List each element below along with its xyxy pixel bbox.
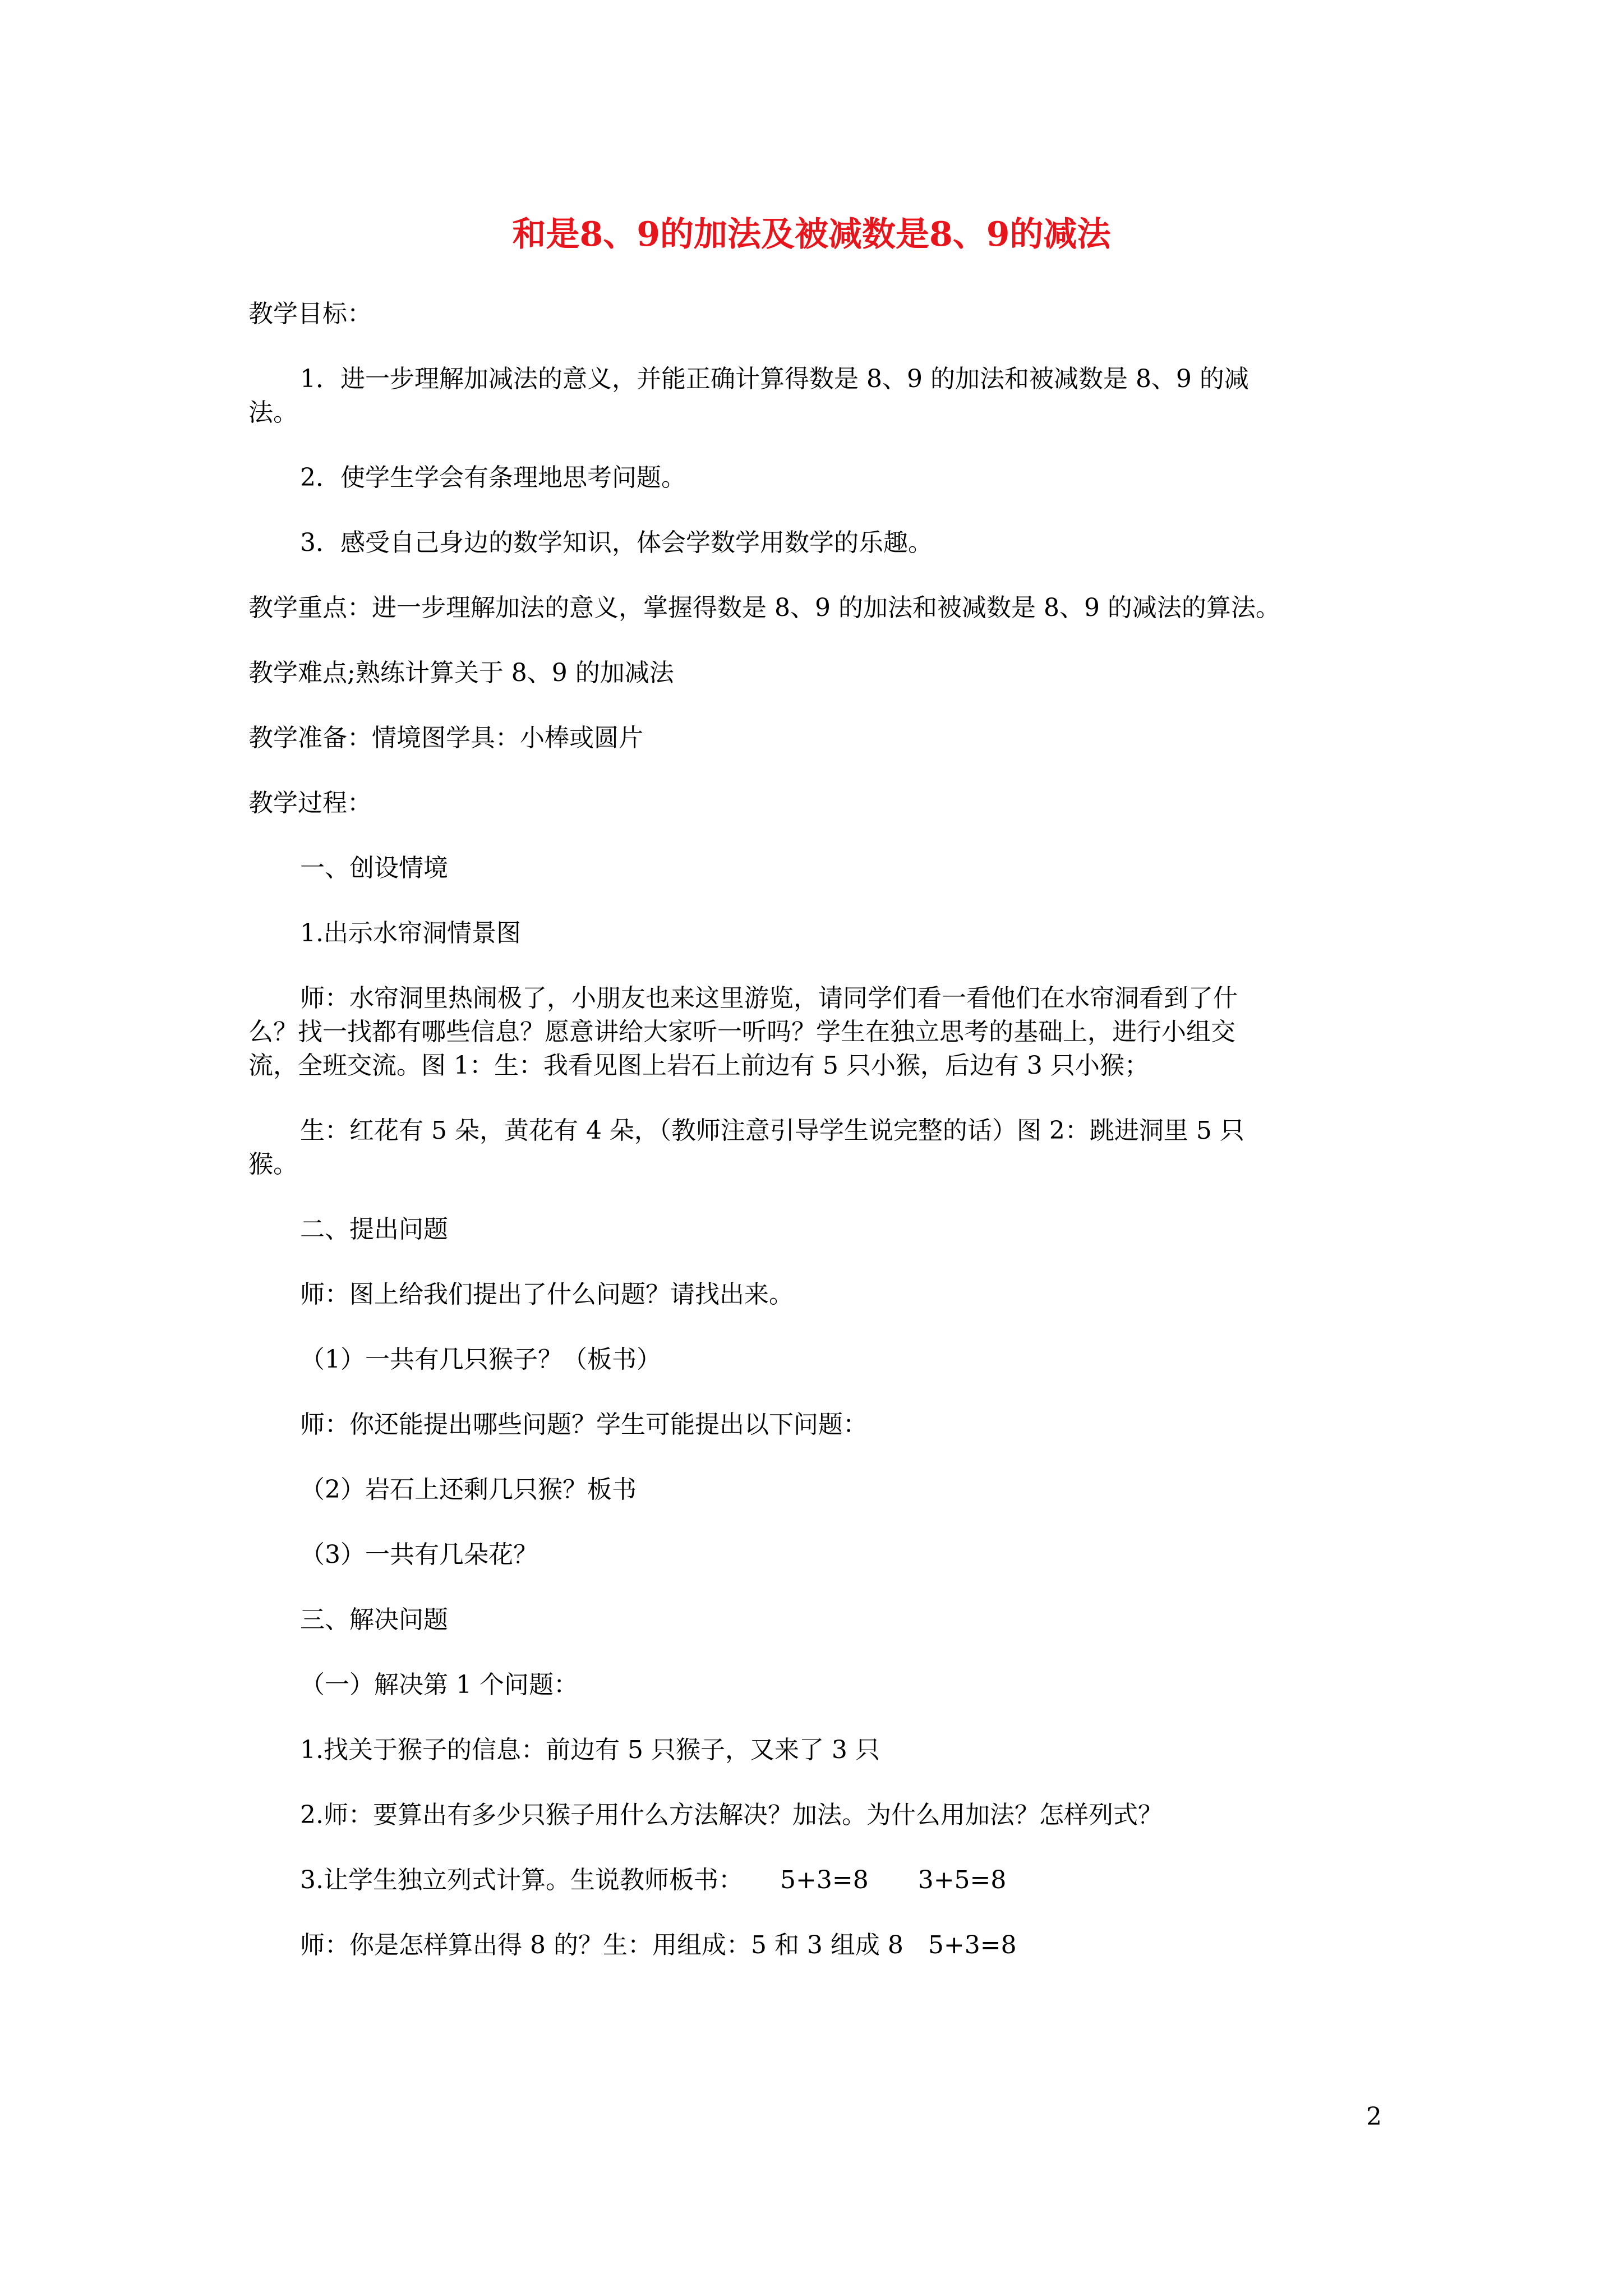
paragraph [248,1603,1390,1637]
paragraph [248,852,1390,885]
text-line: 3．感受自己身边的数学知识，体会学数学用数学的乐趣。 [300,528,933,557]
text-line: 教学目标： [248,300,372,328]
text-line: 教学准备：情境图学具：小棒或圆片 [248,724,643,752]
document-title: 和是8、9的加法及被减数是8、9的减法 [512,215,1111,254]
paragraph [248,1343,1390,1377]
document-body [248,297,1390,1994]
paragraph [248,1114,1390,1181]
text-line: 师：你还能提出哪些问题？学生可能提出以下问题： [300,1410,868,1439]
text-line: 二、提出问题 [300,1215,448,1244]
text-line: （3）一共有几朵花？ [300,1540,538,1569]
text-line: 法。 [248,398,298,427]
paragraph [248,461,1390,495]
text-line: 么？找一找都有哪些信息？愿意讲给大家听一听吗？学生在独立思考的基础上，进行小组交 [248,1018,1235,1046]
paragraph [248,1798,1390,1832]
paragraph [248,982,1390,1083]
text-line: 师：图上给我们提出了什么问题？请找出来。 [300,1280,794,1309]
text-line: 师：你是怎样算出得 8 的？生：用组成：5 和 3 组成 8 5+3=8 [300,1931,1017,1959]
paragraph [248,1278,1390,1312]
text-line: （2）岩石上还剩几只猴？板书 [300,1475,637,1504]
paragraph [248,917,1390,950]
text-line: 1.出示水帘洞情景图 [300,919,521,947]
text-line: 猴。 [248,1150,298,1179]
paragraph [248,1213,1390,1246]
paragraph [248,721,1390,755]
paragraph [248,1538,1390,1572]
text-line: 师：水帘洞里热闹极了，小朋友也来这里游览，请同学们看一看他们在水帘洞看到了什 [300,984,1238,1013]
paragraph [248,526,1390,560]
text-line: 流，全班交流。图 1：生：我看见图上岩石上前边有 5 只小猴，后边有 3 只小猴； [248,1051,1149,1080]
paragraph [248,591,1390,625]
text-line: （一）解决第 1 个问题： [300,1671,578,1699]
page-number: 2 [1366,2102,1382,2131]
text-line: 教学难点;熟练计算关于 8、9 的加减法 [248,659,674,687]
paragraph [248,656,1390,690]
text-line: 2.师：要算出有多少只猴子用什么方法解决？加法。为什么用加法？怎样列式？ [300,1801,1163,1829]
paragraph [248,297,1390,331]
paragraph [248,362,1390,430]
paragraph [248,1733,1390,1767]
text-line: 一、创设情境 [300,854,448,882]
text-line: （1）一共有几只猴子？（板书） [300,1345,661,1374]
paragraph [248,786,1390,820]
text-line: 1.找关于猴子的信息：前边有 5 只猴子，又来了 3 只 [300,1736,880,1764]
text-line: 2．使学生学会有条理地思考问题。 [300,463,686,492]
text-line: 教学重点：进一步理解加法的意义，掌握得数是 8、9 的加法和被减数是 8、9 的减法的算法。 [248,593,1280,622]
paragraph [248,1864,1390,1897]
text-line: 生：红花有 5 朵，黄花有 4 朵，（教师注意引导学生说完整的话）图 2：跳进洞里 5 只 [300,1116,1244,1145]
text-line: 1．进一步理解加减法的意义，并能正确计算得数是 8、9 的加法和被减数是 8、9 的减 [300,365,1249,393]
text-line: 教学过程： [248,789,372,817]
text-line: 三、解决问题 [300,1605,448,1634]
paragraph [248,1929,1390,1962]
paragraph [248,1408,1390,1442]
paragraph [248,1473,1390,1507]
paragraph [248,1668,1390,1702]
text-line: 3.让学生独立列式计算。生说教师板书： 5+3=8 3+5=8 [300,1866,1007,1894]
